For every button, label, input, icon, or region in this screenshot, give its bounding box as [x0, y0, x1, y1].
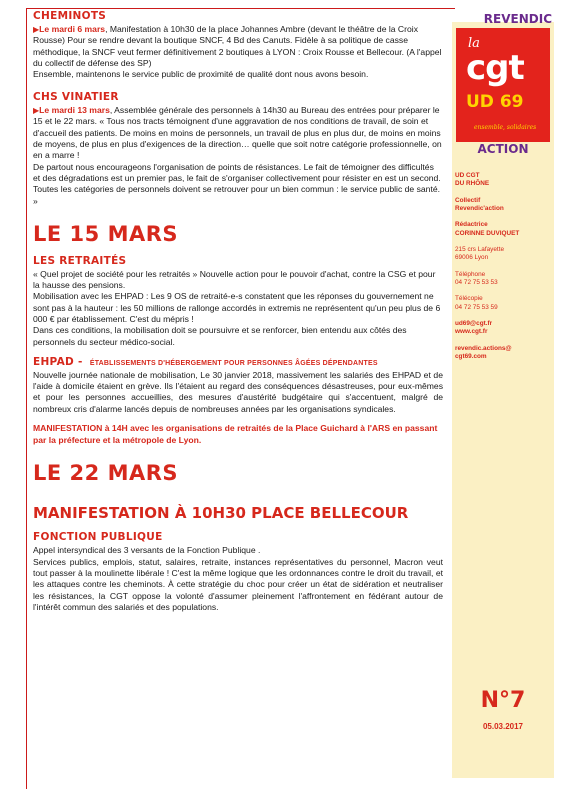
- cheminots-body: , Manifestation à 10h30 de la place Johannes Ambre (devant le théâtre de la Croix Rousse) Pour se rendre devant la boutique SNCF, 4 Bd des Canuts. Fidèle à sa politique de casse méthodique, la SNCF veut fermer définitivement 2 boutiques à LYON : Croix Rousse et Bellecour. (A l'appel du collectif de défense des SP): [33, 23, 442, 69]
- issue-date: 05.03.2017: [482, 722, 524, 731]
- ehpad-subtitle: ÉTABLISSEMENTS D'HÉBERGEMENT POUR PERSONNES ÂGÉES DÉPENDANTES: [89, 359, 378, 367]
- org-line2: DU RHÔNE: [455, 180, 490, 188]
- chs-text: [33, 105, 443, 162]
- chs-text-2: De partout nous encourageons l'organisation de points de résistances. Le fait de témoigner des difficultés et des dégradations est un premier pas, le fait de s'organiser collectivement pour résister en est un second. Toutes les catégories de personnels doivent se retrouver pour un bien commun : le service public de santé. »: [33, 161, 441, 206]
- cheminots-title: CHEMINOTS: [33, 10, 107, 22]
- action-label: ACTION: [477, 142, 529, 156]
- ehpad-title: EHPAD -: [33, 355, 83, 368]
- retraites-p2: Mobilisation avec les EHPAD : Les 9 OS de retraité-e-s constatent que les réponses du gouvernement ne sont pas à la hauteur : les 50 millions de rallonge accordés in extremis ne représentent qu'un peu plus de 6 000 € par établissement. C'est du mépris !: [33, 291, 441, 324]
- address-line1: 215 crs Lafayette: [455, 245, 505, 253]
- email-link[interactable]: ud69@cgt.fr: [455, 319, 493, 327]
- ehpad-heading: [33, 356, 443, 370]
- retraites-p1: « Quel projet de société pour les retraités » Nouvelle action pour le pouvoir d'achat, contre la CSG et pour la hausse des pensions.: [33, 268, 436, 290]
- collectif-line1: Collectif: [455, 196, 481, 204]
- sidebar-info: [455, 172, 551, 361]
- tel-number: 04 72 75 53 53: [455, 278, 498, 286]
- web-link[interactable]: www.cgt.fr: [455, 328, 488, 336]
- logo-ud: UD 69: [466, 92, 524, 112]
- email2-line1[interactable]: revendic.actions@: [455, 344, 512, 352]
- chs-body: , Assemblée générale des personnels à 14h30 au Bureau des entrées pour préparer le 15 et le 22 mars. « Tous nos tracts témoignent d'une aggravation de nos conditions de travail, de soin et d'accueil des patients. De moins en moins de personnels, un travail de plus en plus dur, de moins en moins de moyens, de plus en plus d'exigences de la direction… quelle que soit notre catégorie professionnelle, on en a marre !: [33, 104, 442, 161]
- cheminots-conclusion: Ensemble, maintenons le service public de proximité de qualité dont nous avons besoin.: [33, 69, 369, 80]
- email2-line2[interactable]: cgt69.com: [455, 352, 487, 360]
- collectif-line2: Revendic'action: [455, 204, 504, 212]
- retraites-title: LES RETRAITÉS: [33, 254, 127, 267]
- manif-retraites: MANIFESTATION à 14H avec les organisations de retraités de la Place Guichard à l'ARS en passant par la préfecture et la métropole de Lyon.: [33, 423, 438, 445]
- logo-slogan: ensemble, solidaires: [474, 124, 537, 131]
- ehpad-text: Nouvelle journée nationale de mobilisation, Le 30 janvier 2018, massivement les salariés des EHPAD et de l'aide à domicile étaient en grève. Ils l'étaient au regard des conséquences désastreuses, pour eux-mêmes et pour les personnes accueillies, des mesures d'austérité budgétaire qui s'accentuent, malgré de nombreux cris d'alarme lancés depuis de nombreuses années par les organisations syndicales.: [33, 369, 443, 414]
- issue-number: N°7: [480, 688, 526, 713]
- fp-title: FONCTION PUBLIQUE: [33, 531, 163, 544]
- redactrice-name: CORINNE DUVIQUET: [455, 229, 520, 237]
- cheminots-date: Le mardi 6 mars: [39, 23, 106, 34]
- manif-bellecour-title: MANIFESTATION À 10H30 PLACE BELLECOUR: [33, 503, 409, 522]
- revendic-label: REVENDIC: [483, 12, 552, 26]
- mars15-title: LE 15 MARS: [33, 221, 179, 246]
- main-column: [33, 10, 443, 613]
- fax-number: 04 72 75 53 59: [455, 303, 498, 311]
- triangle-icon: ▶: [33, 105, 40, 115]
- cheminots-text: [33, 24, 443, 70]
- chs-date: Le mardi 13 mars: [39, 104, 110, 115]
- logo-cgt: cgt: [466, 48, 524, 88]
- triangle-icon: ▶: [33, 24, 40, 34]
- logo-la: la: [468, 36, 480, 51]
- org-line1: UD CGT: [455, 172, 480, 179]
- fp-p2: Services publics, emplois, statut, salaires, retraite, instances représentatives du personnel, Macron veut tout passer à la moulinette libérale ! C'est la même logique que les ordonnances contre le droit du travail, et les attaques contre les cheminots. À cette stratégie du choc pour créer un état de sidération et neutraliser les résistances, la CGT oppose la volonté d'assumer pleinement l'affrontement en fédérant autour de l'intérêt commun des salariés et des populations.: [33, 556, 443, 612]
- retraites-p3: Dans ces conditions, la mobilisation doit se poursuivre et se renforcer, bien entendu aux côtés des personnels du secteur médico-social.: [33, 325, 407, 347]
- fax-label: Télécopie: [455, 295, 483, 303]
- redactrice-label: Rédactrice: [455, 221, 488, 229]
- cgt-logo: [456, 28, 550, 142]
- chs-title: CHS VINATIER: [33, 90, 119, 103]
- fp-p1: Appel intersyndical des 3 versants de la Fonction Publique .: [33, 545, 261, 556]
- mars22-title: LE 22 MARS: [33, 460, 179, 485]
- tel-label: Téléphone: [455, 270, 486, 278]
- address-line2: 69006 Lyon: [455, 254, 489, 262]
